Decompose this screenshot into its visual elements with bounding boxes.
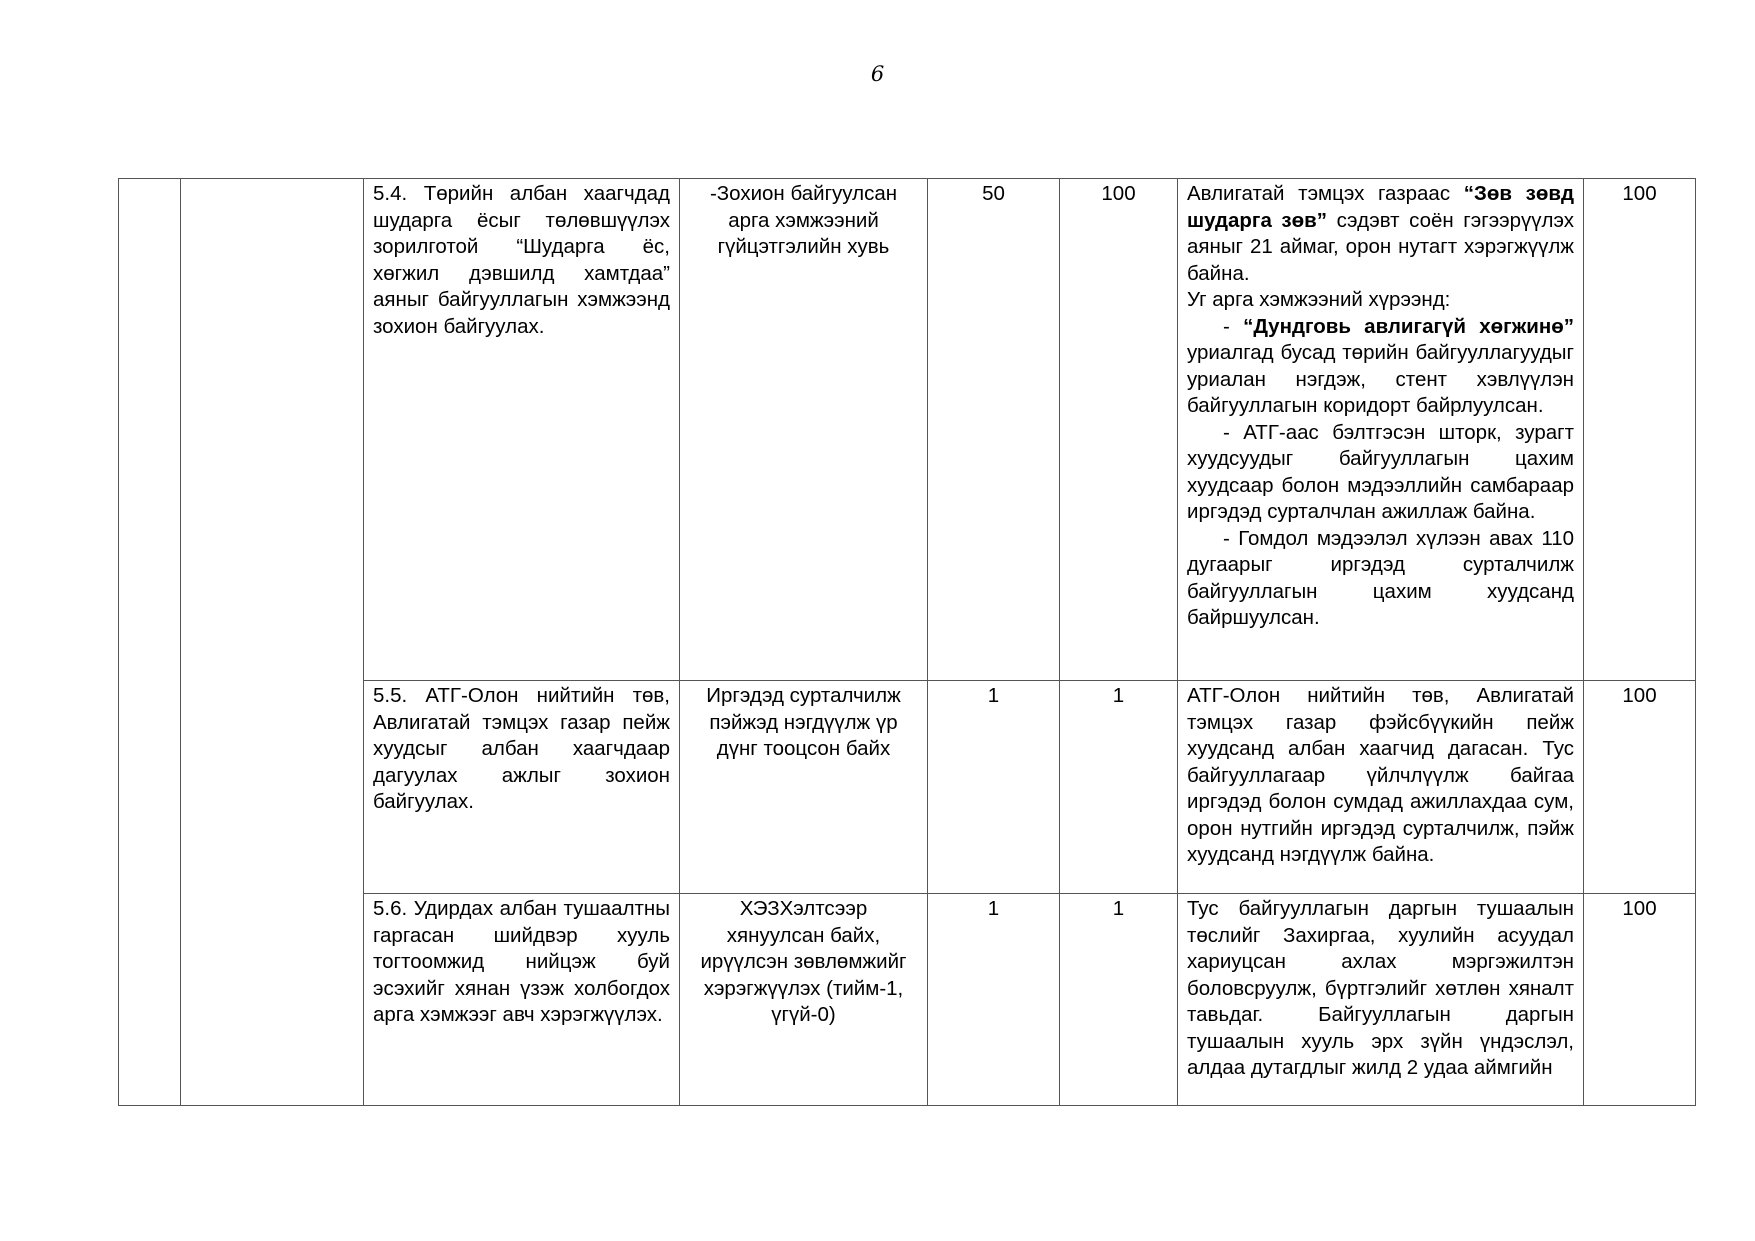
- activity-cell: 5.5. АТГ-Олон нийтийн төв, Авлигатай тэмцэх газар пейж хуудсыг албан хаагчдаар дагуулах ажлыг зохион байгуулах.: [364, 681, 680, 894]
- number-cell: [119, 179, 181, 1106]
- goal-cell: [181, 179, 364, 1106]
- indicator-cell: -Зохион байгуулсан арга хэмжээний гүйцэтгэлийн хувь: [680, 179, 928, 681]
- result-cell: Авлигатай тэмцэх газраас “Зөв зөвд шударга зөв” сэдэвт соён гэгээрүүлэх аяныг 21 аймаг, орон нутагт хэрэгжүүлж байна. Уг арга хэмжээний хүрээнд: - “Дундговь авлигагүй хөгжинө” уриалгад бусад төрийн байгууллагуудыг уриалан нэгдэж, стент хэвлүүлэн байгууллагын коридорт байрлуулсан. - АТГ-аас бэлтгэсэн шторк, зурагт хуудсуудыг байгууллагын цахим хуудсаар болон мэдээллийн самбараар иргэдэд сурталчлан ажиллаж байна. - Гомдол мэдээлэл хүлээн авах 110 дугаарыг иргэдэд сурталчилж байгууллагын цахим хуудсанд байршуулсан.: [1178, 179, 1584, 681]
- page-number: 6: [870, 62, 885, 86]
- target-cell: 1: [1060, 681, 1178, 894]
- indicator-cell: Иргэдэд сурталчилж пэйжэд нэгдүүлж үр дүнг тооцсон байх: [680, 681, 928, 894]
- indicator-cell: ХЭЗХэлтсээр хянуулсан байх, ирүүлсэн зөвлөмжийг хэрэгжүүлэх (тийм-1, үгүй-0): [680, 894, 928, 1106]
- baseline-cell: 1: [928, 894, 1060, 1106]
- target-cell: 100: [1060, 179, 1178, 681]
- baseline-cell: 1: [928, 681, 1060, 894]
- activity-cell: 5.4. Төрийн албан хаагчдад шударга ёсыг төлөвшүүлэх зорилготой “Шударга ёс, хөгжил дэвшилд хамтдаа” аяныг байгууллагын хэмжээнд зохион байгуулах.: [364, 179, 680, 681]
- baseline-cell: 50: [928, 179, 1060, 681]
- score-cell: 100: [1584, 681, 1696, 894]
- activity-cell: 5.6. Удирдах албан тушаалтны гаргасан шийдвэр хууль тогтоомжид нийцэж буй эсэхийг хянан үзэж холбогдох арга хэмжээг авч хэрэгжүүлэх.: [364, 894, 680, 1106]
- result-cell: АТГ-Олон нийтийн төв, Авлигатай тэмцэх газар фэйсбүүкийн пейж хуудсанд албан хаагчид дагасан. Тус байгууллагаар үйлчлүүлж байгаа иргэдэд болон сумдад ажиллахдаа сум, орон нутгийн иргэдэд сурталчилж, пэйж хуудсанд нэгдүүлж байна.: [1178, 681, 1584, 894]
- result-cell: Тус байгууллагын даргын тушаалын төслийг Захиргаа, хуулийн асуудал хариуцсан ахлах мэргэжилтэн боловсруулж, бүртгэлийг хөтлөн хяналт тавьдаг. Байгууллагын даргын тушаалын хууль эрх зүйн үндэслэл, алдаа дутагдлыг жилд 2 удаа аймгийн: [1178, 894, 1584, 1106]
- report-table: [118, 178, 1696, 1106]
- table-row: [119, 179, 1696, 681]
- score-cell: 100: [1584, 179, 1696, 681]
- score-cell: 100: [1584, 894, 1696, 1106]
- target-cell: 1: [1060, 894, 1178, 1106]
